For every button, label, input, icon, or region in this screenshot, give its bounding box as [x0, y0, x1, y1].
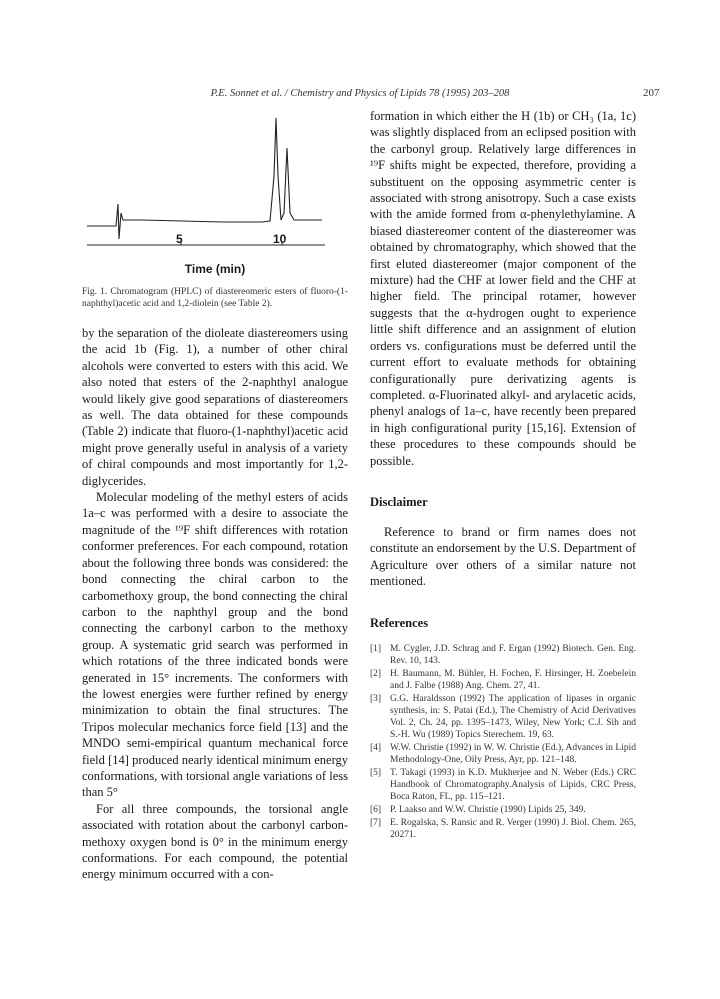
- paragraph: For all three compounds, the torsional angle associated with rotation about the carbonyl carbon-methoxy oxygen bond is 0° in the minimum energy conformations. For each compound, the potential energy minimum occurred with a con-: [82, 801, 348, 882]
- reference-item: [370, 643, 636, 667]
- disclaimer-body: [370, 524, 636, 590]
- chromatogram-trace: [87, 118, 322, 239]
- running-head: P.E. Sonnet et al. / Chemistry and Physics of Lipids 78 (1995) 203–208: [210, 88, 510, 99]
- reference-item: [370, 742, 636, 766]
- reference-number: [5]: [370, 767, 382, 778]
- reference-text: H. Baumann, M. Bühler, H. Fochen, F. Hirsinger, H. Zoebelein and J. Falbe (1988) Ang. Chem. 27, 41.: [390, 668, 636, 691]
- reference-item: [370, 767, 636, 803]
- reference-number: [3]: [370, 693, 382, 704]
- paragraph: by the separation of the dioleate diastereomers using the acid 1b (Fig. 1), a number of other chiral alcohols were converted to esters with this acid. We also noted that esters of the 2-naphthyl analogue would likely give good separations of diastereomers as well. The data obtained for these compounds (Table 2) indicate that fluoro-(1-naphthyl)acetic acid might prove generally useful in analysis of a variety of chiral compounds and most importantly for 1,2-diglycerides.: [82, 326, 348, 488]
- reference-item: [370, 817, 636, 841]
- reference-text: T. Takagi (1993) in K.D. Mukherjee and N. Weber (Eds.) CRC Handbook of Chromatography.Analysis of Lipids, CRC Press, Boca Raton, FL, pp. 115–121.: [390, 767, 636, 802]
- reference-list: [370, 643, 636, 841]
- reference-text: M. Cygler, J.D. Schrag and F. Ergan (1992) Biotech. Gen. Eng. Rev. 10, 143.: [390, 643, 636, 666]
- tick-label: 10: [273, 232, 287, 246]
- reference-number: [6]: [370, 804, 382, 815]
- reference-text: E. Rogalska, S. Ransic and R. Verger (1990) J. Biol. Chem. 265, 20271.: [390, 817, 636, 840]
- tick-label: 5: [176, 232, 183, 246]
- reference-number: [4]: [370, 742, 382, 753]
- reference-item: [370, 804, 636, 816]
- reference-text: P. Laakso and W.W. Christie (1990) Lipids 25, 349.: [390, 804, 586, 815]
- figure-caption: Fig. 1. Chromatogram (HPLC) of diastereomeric esters of fluoro-(1-naphthyl)acetic acid and 1,2-diolein (see Table 2).: [82, 287, 348, 309]
- reference-item: [370, 668, 636, 692]
- axis-title: Time (min): [184, 262, 246, 276]
- reference-number: [2]: [370, 668, 382, 679]
- right-column: [370, 108, 636, 842]
- chromatogram-figure: [82, 108, 348, 278]
- references-heading: References: [370, 615, 429, 630]
- chromatogram-plot: [82, 108, 348, 258]
- right-body-text: [370, 108, 636, 469]
- paragraph: Molecular modeling of the methyl esters of acids 1a–c was performed with a desire to associate the magnitude of the ¹⁹F shift differences with rotation conformer preferences. For each compound, rotation about the following three bonds was considered: the bond connecting the chiral carbon to the carbomethoxy group, the bond connecting the chiral carbon to the naphthyl group and the bond connecting the carbonyl carbon to the methoxy group. A systematic grid search was performed in which rotations of the three indicated bonds were generated in 15° increments. The conformers with the lowest energies were further refined by energy minimization to obtain the final structures. The Tripos molecular mechanics force field [13] and the MNDO semi-empirical quantum mechanical force field [14] produced nearly identical minimum energy conformations, with torsional angle variations of less than 5°: [82, 490, 348, 800]
- left-column: [82, 108, 348, 883]
- reference-item: [370, 693, 636, 741]
- reference-text: G.G. Haraldsson (1992) The application of lipases in organic synthesis, in: S. Patai (Ed.), The Chemistry of Acid Derivatives Vol. 2, Ch. 24, pp. 1395–1473, Wiley, New York; C.J. Sih and S.-H. Wu (1989) Topics Sterechem. 19, 63.: [390, 693, 636, 740]
- reference-number: [7]: [370, 817, 382, 828]
- reference-number: [1]: [370, 643, 382, 654]
- paragraph: Reference to brand or firm names does not constitute an endorsement by the U.S. Department of Agriculture over others of a similar nature not mentioned.: [370, 524, 636, 589]
- reference-text: W.W. Christie (1992) in W. W. Christie (Ed.), Advances in Lipid Methodology-One, Oily Press, Ayr, pp. 121–148.: [390, 742, 636, 765]
- page-number: 207: [643, 87, 660, 99]
- disclaimer-heading: Disclaimer: [370, 494, 428, 509]
- paragraph: formation in which either the H (1b) or CH₃ (1a, 1c) was slightly displaced from an eclipsed position with the carbonyl group. Relatively large differences in ¹⁹F shifts might be expected, therefore, providing a substituent on the opposing asymmetric center is associated with strong anisotropy. Such a case exists with the amide formed from α-phenylethylamine. A biased diastereomer content of the diastereomer was obtained by chromatography, which showed that the first eluted diastereomer (major component of the mixture) had the CHF at lower field and the CHF at higher field. The principal rotamer, however suggests that the α-hydrogen ought to experience little shift difference and an assignment of elution orders vs. configurations must be deferred until the current effort to evaluate methods for obtaining configurationally pure derivatizing agents is completed. α-Fluorinated alkyl- and arylacetic acids, phenyl analogs of 1a–c, have recently been prepared in high configurational purity [15,16]. Extension of these procedures to these compounds should be possible.: [370, 109, 636, 468]
- left-body-text: [82, 325, 348, 883]
